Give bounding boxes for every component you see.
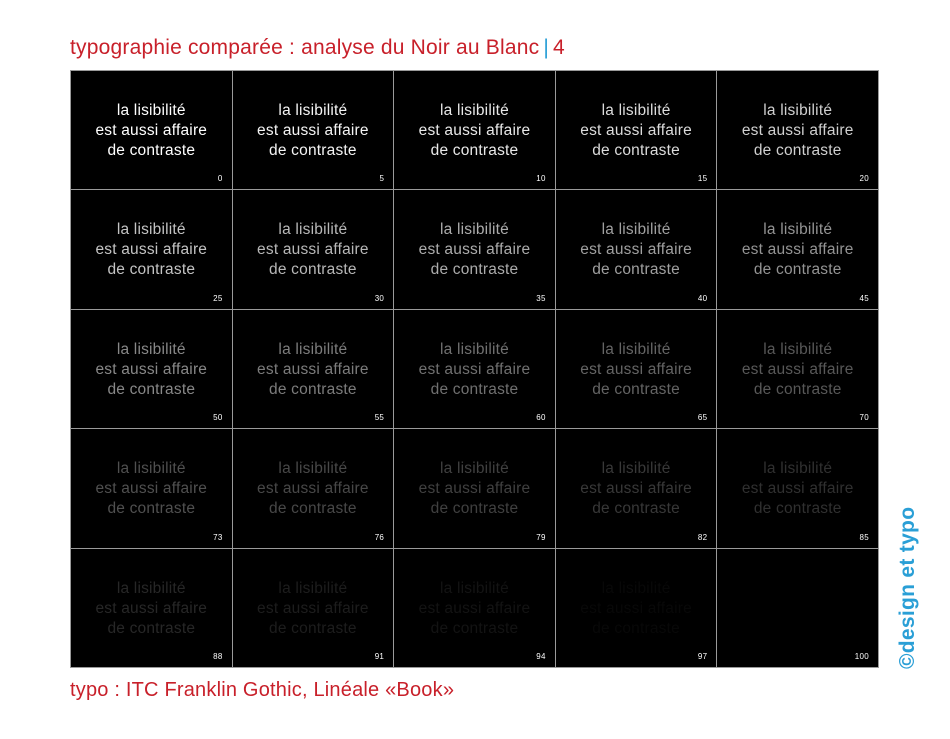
contrast-grid <box>70 70 879 668</box>
contrast-cell <box>71 310 232 428</box>
sample-text-line2: est aussi affaire <box>418 480 531 498</box>
sample-text <box>394 340 555 400</box>
contrast-level-label: 91 <box>374 652 385 661</box>
contrast-cell <box>233 71 394 189</box>
sample-text-line1: la lisibilité <box>116 102 186 119</box>
contrast-cell <box>556 71 717 189</box>
sample-text-line2: est aussi affaire <box>580 360 692 378</box>
credit-text: ©design et typo <box>896 506 919 669</box>
sample-text-line2: est aussi affaire <box>95 480 208 498</box>
sample-text <box>71 340 232 400</box>
sample-text-line3: de contraste <box>753 500 842 518</box>
contrast-level-label: 55 <box>374 413 385 423</box>
sample-text-line2: est aussi affaire <box>741 122 854 139</box>
sample-text <box>71 579 232 639</box>
sample-text-line1: la lisibilité <box>601 579 671 597</box>
contrast-level-label: 82 <box>697 532 708 542</box>
sample-text <box>394 579 555 639</box>
sample-text <box>233 101 394 161</box>
sample-text-line2: est aussi affaire <box>580 480 692 498</box>
contrast-level-label: 40 <box>697 293 708 303</box>
sample-text-line1: la lisibilité <box>763 221 833 239</box>
contrast-cell <box>233 190 394 308</box>
contrast-level-label: 20 <box>859 174 869 184</box>
sample-text-line1: la lisibilité <box>116 340 186 358</box>
contrast-cell <box>717 549 878 667</box>
contrast-level-label: 15 <box>697 174 708 184</box>
sample-text <box>71 220 232 280</box>
sample-text-line2: est aussi affaire <box>95 360 208 378</box>
contrast-level-label: 85 <box>859 532 869 542</box>
sample-text-line1: la lisibilité <box>440 221 509 239</box>
sample-text <box>717 579 878 639</box>
contrast-level-label: 35 <box>536 293 546 303</box>
sample-text-line1: la lisibilité <box>278 221 348 239</box>
sample-text <box>556 579 717 639</box>
contrast-cell <box>556 429 717 547</box>
sample-text-line2: est aussi affaire <box>257 360 369 378</box>
sample-text-line1: la lisibilité <box>440 460 509 478</box>
contrast-cell <box>717 310 878 428</box>
sample-text-line1: la lisibilité <box>116 579 186 597</box>
contrast-cell <box>394 429 555 547</box>
sample-text-line3: de contraste <box>107 142 196 159</box>
sample-text-line1: la lisibilité <box>278 102 348 119</box>
sample-text <box>233 340 394 400</box>
contrast-level-label: 0 <box>217 174 223 184</box>
sample-text-line3: de contraste <box>592 261 680 279</box>
contrast-level-label: 97 <box>697 652 708 661</box>
sample-text-line3: de contraste <box>430 142 519 159</box>
page-title <box>70 36 565 60</box>
sample-text-line2: est aussi affaire <box>257 480 369 498</box>
sample-text-line1: la lisibilité <box>278 460 348 478</box>
sample-text-line3: de contraste <box>592 142 680 159</box>
sample-text <box>394 220 555 280</box>
sample-text-line2: est aussi affaire <box>257 122 369 139</box>
sample-text-line1: la lisibilité <box>763 102 833 119</box>
contrast-level-label: 30 <box>374 293 385 303</box>
sample-text-line3: de contraste <box>592 500 680 518</box>
contrast-cell <box>556 190 717 308</box>
contrast-cell <box>71 190 232 308</box>
sample-text <box>394 101 555 161</box>
sample-text <box>233 579 394 639</box>
contrast-level-label: 50 <box>213 413 223 423</box>
sample-text-line3: de contraste <box>269 142 357 159</box>
sample-text-line3: de contraste <box>592 619 680 637</box>
contrast-level-label: 94 <box>536 652 546 661</box>
sample-text <box>556 340 717 400</box>
contrast-level-label: 60 <box>536 413 546 423</box>
sample-text <box>233 459 394 519</box>
sample-text-line3: de contraste <box>107 500 196 518</box>
sample-text-line2: est aussi affaire <box>95 122 208 139</box>
sample-text-line3: de contraste <box>107 261 196 279</box>
contrast-level-label: 73 <box>213 532 223 542</box>
contrast-cell <box>394 310 555 428</box>
font-caption: typo : ITC Franklin Gothic, Linéale «Book» <box>70 679 455 701</box>
sample-text-line3: de contraste <box>753 261 842 279</box>
sample-text-line2: est aussi affaire <box>418 122 531 139</box>
contrast-level-label: 25 <box>213 293 223 303</box>
contrast-level-label: 88 <box>213 652 223 661</box>
sample-text-line3: de contraste <box>107 619 196 637</box>
contrast-level-label: 76 <box>374 532 385 542</box>
contrast-cell <box>394 549 555 667</box>
sample-text-line2: est aussi affaire <box>580 241 692 259</box>
sample-text <box>717 340 878 400</box>
sample-text <box>717 459 878 519</box>
sample-text-line3: de contraste <box>269 380 357 398</box>
contrast-level-label: 5 <box>379 174 385 184</box>
contrast-cell <box>71 549 232 667</box>
contrast-level-label: 45 <box>859 293 869 303</box>
contrast-level-label: 10 <box>536 174 546 184</box>
sample-text <box>556 101 717 161</box>
sample-text <box>717 220 878 280</box>
sample-text-line3: de contraste <box>430 261 519 279</box>
sample-text-line1: la lisibilité <box>601 102 671 119</box>
sample-text-line3: de contraste <box>269 261 357 279</box>
contrast-cell <box>556 549 717 667</box>
sample-text-line1: la lisibilité <box>278 340 348 358</box>
title-number: 4 <box>553 36 565 59</box>
sample-text-line2: est aussi affaire <box>418 599 531 617</box>
sample-text-line2: est aussi affaire <box>418 241 531 259</box>
contrast-cell <box>717 190 878 308</box>
contrast-level-label: 70 <box>859 413 869 423</box>
contrast-cell <box>556 310 717 428</box>
sample-text-line2: est aussi affaire <box>741 241 854 259</box>
sample-text <box>233 220 394 280</box>
sample-text <box>556 459 717 519</box>
sample-text-line3: de contraste <box>107 380 196 398</box>
contrast-cell <box>71 71 232 189</box>
sample-text-line2: est aussi affaire <box>418 360 531 378</box>
sample-text-line3: de contraste <box>592 380 680 398</box>
sample-text <box>71 459 232 519</box>
sample-text-line1: la lisibilité <box>440 102 509 119</box>
contrast-cell <box>394 71 555 189</box>
sample-text-line3: de contraste <box>269 619 357 637</box>
sample-text-line3: de contraste <box>753 619 842 637</box>
sample-text-line3: de contraste <box>430 380 519 398</box>
contrast-level-label: 65 <box>697 413 708 423</box>
sample-text-line1: la lisibilité <box>116 221 186 239</box>
sample-text-line1: la lisibilité <box>763 579 833 597</box>
sample-text-line3: de contraste <box>430 619 519 637</box>
sample-text-line2: est aussi affaire <box>580 122 692 139</box>
sample-text-line1: la lisibilité <box>116 460 186 478</box>
contrast-cell <box>233 429 394 547</box>
sample-text-line1: la lisibilité <box>440 340 509 358</box>
sample-text-line3: de contraste <box>430 500 519 518</box>
sample-text-line1: la lisibilité <box>278 579 348 597</box>
sample-text-line2: est aussi affaire <box>257 599 369 617</box>
sample-text <box>717 101 878 161</box>
title-separator: | <box>543 36 549 59</box>
sample-text <box>71 101 232 161</box>
contrast-cell <box>71 429 232 547</box>
sample-text-line1: la lisibilité <box>601 340 671 358</box>
sample-text-line2: est aussi affaire <box>741 480 854 498</box>
sample-text-line1: la lisibilité <box>601 221 671 239</box>
sample-text-line2: est aussi affaire <box>741 599 854 617</box>
title-main: typographie comparée : analyse du Noir au Blanc <box>70 36 540 59</box>
contrast-cell <box>233 549 394 667</box>
sample-text-line1: la lisibilité <box>440 579 509 597</box>
sample-text-line1: la lisibilité <box>601 460 671 478</box>
sample-text-line3: de contraste <box>753 142 842 159</box>
sample-text-line2: est aussi affaire <box>580 599 692 617</box>
sample-text-line3: de contraste <box>269 500 357 518</box>
sample-text-line1: la lisibilité <box>763 460 833 478</box>
contrast-cell <box>717 429 878 547</box>
sample-text-line2: est aussi affaire <box>95 599 208 617</box>
sample-text-line2: est aussi affaire <box>257 241 369 259</box>
contrast-level-label: 79 <box>536 532 546 542</box>
sample-text-line2: est aussi affaire <box>95 241 208 259</box>
contrast-cell <box>717 71 878 189</box>
contrast-cell <box>394 190 555 308</box>
contrast-cell <box>233 310 394 428</box>
sample-text <box>556 220 717 280</box>
sample-text-line3: de contraste <box>753 380 842 398</box>
sample-text-line1: la lisibilité <box>763 340 833 358</box>
sample-text-line2: est aussi affaire <box>741 360 854 378</box>
contrast-level-label: 100 <box>854 652 869 661</box>
sample-text <box>394 459 555 519</box>
